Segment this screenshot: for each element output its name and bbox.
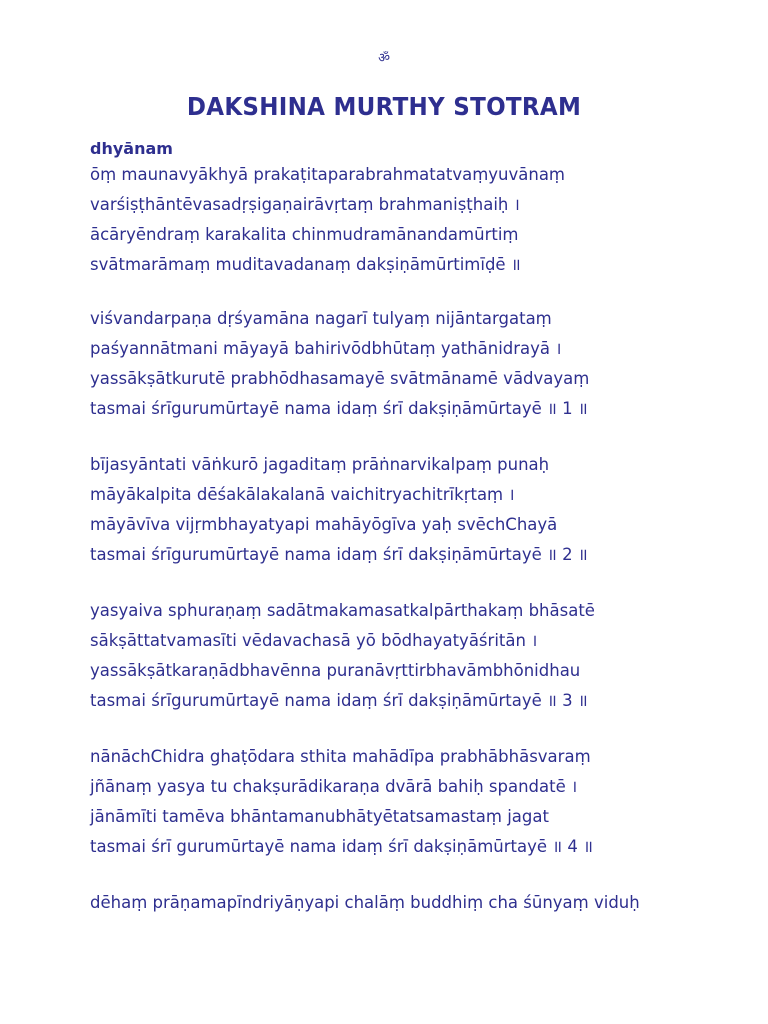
stanza-dhyanam: [90, 160, 750, 280]
verse-line: jānāmīti tamēva bhāntamanubhātyētatsamastaṃ jagat: [90, 807, 549, 826]
stotram-text: [90, 138, 750, 944]
stanza-5: [90, 888, 750, 918]
verse-line: sākṣāttatvamasīti vēdavachasā yō bōdhayatyāśritān ।: [90, 631, 538, 650]
section-heading: dhyānam: [90, 139, 173, 158]
verse-line: nānāchChidra ghaṭōdara sthita mahādīpa prabhābhāsvaraṃ: [90, 747, 591, 766]
verse-line: yassākṣātkurutē prabhōdhasamayē svātmānamē vādvayaṃ: [90, 369, 590, 388]
verse-line: yasyaiva sphuraṇaṃ sadātmakamasatkalpārthakaṃ bhāsatē: [90, 601, 595, 620]
verse-line: māyāvīva vijṛmbhayatyapi mahāyōgīva yaḥ svēchChayā: [90, 515, 558, 534]
stanza-2: [90, 450, 750, 570]
verse-line: tasmai śrī gurumūrtayē nama idaṃ śrī dakṣiṇāmūrtayē ॥ 4 ॥: [90, 837, 594, 856]
verse-line: bījasyāntati vāṅkurō jagaditaṃ prāṅnarvikalpaṃ punaḥ: [90, 455, 550, 474]
verse-line: jñānaṃ yasya tu chakṣurādikaraṇa dvārā bahiḥ spandatē ।: [90, 777, 578, 796]
verse-line: tasmai śrīgurumūrtayē nama idaṃ śrī dakṣiṇāmūrtayē ॥ 2 ॥: [90, 545, 588, 564]
page-title: DAKSHINA MURTHY STOTRAM: [186, 92, 582, 121]
verse-line: ācāryēndraṃ karakalita chinmudramānandamūrtiṃ: [90, 225, 519, 244]
verse-line: tasmai śrīgurumūrtayē nama idaṃ śrī dakṣiṇāmūrtayē ॥ 1 ॥: [90, 399, 588, 418]
verse-line: dēhaṃ prāṇamapīndriyāṇyapi chalāṃ buddhiṃ cha śūnyaṃ viduḥ: [90, 893, 640, 912]
verse-line: viśvandarpaṇa dṛśyamāna nagarī tulyaṃ nijāntargataṃ: [90, 309, 552, 328]
verse-line: varśiṣṭhāntēvasadṛṣigaṇairāvṛtaṃ brahmaniṣṭhaiḥ ।: [90, 195, 520, 214]
verse-line: tasmai śrīgurumūrtayē nama idaṃ śrī dakṣiṇāmūrtayē ॥ 3 ॥: [90, 691, 588, 710]
verse-line: svātmarāmaṃ muditavadanaṃ dakṣiṇāmūrtimīḍē ॥: [90, 255, 521, 274]
om-symbol: ॐ: [378, 51, 390, 66]
stanza-3: [90, 596, 750, 716]
stanza-1: [90, 304, 750, 424]
verse-line: ōṃ maunavyākhyā prakaṭitaparabrahmatatvaṃyuvānaṃ: [90, 165, 566, 184]
verse-line: yassākṣātkaraṇādbhavēnna puranāvṛttirbhavāmbhōnidhau: [90, 661, 581, 680]
verse-line: paśyannātmani māyayā bahirivōdbhūtaṃ yathānidrayā ।: [90, 339, 562, 358]
stanza-4: [90, 742, 750, 862]
verse-line: māyākalpita dēśakālakalanā vaichitryachitrīkṛtaṃ ।: [90, 485, 515, 504]
